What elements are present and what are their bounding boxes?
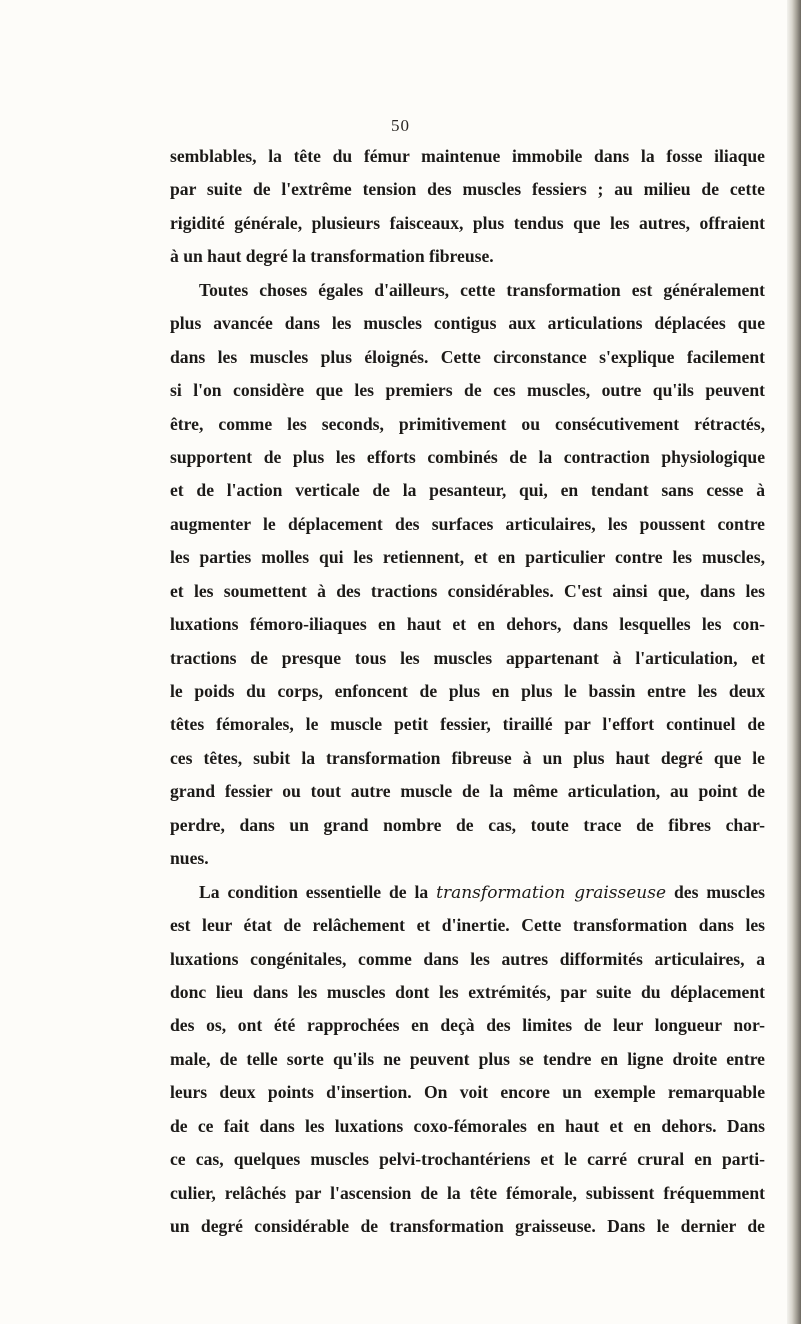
page-binding-edge xyxy=(787,0,801,1324)
text-line: male, de telle sorte qu'ils ne peuvent plus se tendre en ligne droite entre xyxy=(170,1048,765,1069)
text-line: ces têtes, subit la transformation fibreuse à un plus haut degré que le xyxy=(170,747,765,768)
text-line: tractions de presque tous les muscles appartenant à l'articulation, et xyxy=(170,647,765,668)
text-line: si l'on considère que les premiers de ces muscles, outre qu'ils peuvent xyxy=(170,380,765,401)
text-line: être, comme les seconds, primitivement ou consécutivement rétractés, xyxy=(170,413,765,434)
text-line: nues. xyxy=(170,848,209,869)
text-line: leurs deux points d'insertion. On voit encore un exemple remarquable xyxy=(170,1082,765,1103)
text-line: un degré considérable de transformation graisseuse. Dans le dernier de xyxy=(170,1216,765,1236)
text-line: et de l'action verticale de la pesanteur, qui, en tendant sans cesse à xyxy=(170,480,765,501)
text-line: plus avancée dans les muscles contigus aux articulations déplacées que xyxy=(170,313,765,334)
paragraph-start-line xyxy=(170,876,765,909)
page-number: 50 xyxy=(391,116,410,135)
text-line: dans les muscles plus éloignés. Cette circonstance s'explique facilement xyxy=(170,346,765,367)
text-line: culier, relâchés par l'ascension de la tête fémorale, subissent fréquemment xyxy=(170,1182,765,1203)
text-line: luxations congénitales, comme dans les autres difformités articulaires, a xyxy=(170,948,765,969)
text-segment: des muscles xyxy=(666,881,765,902)
text-line: de ce fait dans les luxations coxo-fémorales en haut et en dehors. Dans xyxy=(170,1115,765,1136)
text-line: supportent de plus les efforts combinés de la contraction physiologique xyxy=(170,446,765,467)
text-line: par suite de l'extrême tension des muscles fessiers ; au milieu de cette xyxy=(170,179,765,200)
text-line: à un haut degré la transformation fibreuse. xyxy=(170,246,494,267)
text-line: et les soumettent à des tractions considérables. C'est ainsi que, dans les xyxy=(170,580,765,601)
text-line: perdre, dans un grand nombre de cas, toute trace de fibres char- xyxy=(170,814,765,835)
paragraph-start-line: Toutes choses égales d'ailleurs, cette transformation est généralement xyxy=(199,279,765,300)
text-segment: La condition essentielle de la xyxy=(199,881,437,902)
text-line: augmenter le déplacement des surfaces articulaires, les poussent contre xyxy=(170,513,765,534)
text-line: ce cas, quelques muscles pelvi-trochantériens et le carré crural en parti- xyxy=(170,1149,765,1170)
text-line: semblables, la tête du fémur maintenue immobile dans la fosse iliaque xyxy=(170,146,765,166)
body-text xyxy=(170,140,765,1243)
text-line: luxations fémoro-iliaques en haut et en dehors, dans lesquelles les con- xyxy=(170,614,765,635)
text-line: rigidité générale, plusieurs faisceaux, plus tendus que les autres, offraient xyxy=(170,212,765,233)
text-line: le poids du corps, enfoncent de plus en plus le bassin entre les deux xyxy=(170,681,765,701)
text-line: est leur état de relâchement et d'inertie. Cette transformation dans les xyxy=(170,915,765,936)
text-line: têtes fémorales, le muscle petit fessier, tiraillé par l'effort continuel de xyxy=(170,714,765,735)
italic-term: transformation graisseuse xyxy=(436,882,667,903)
text-line: donc lieu dans les muscles dont les extrémités, par suite du déplacement xyxy=(170,981,765,1002)
text-line: les parties molles qui les retiennent, et en particulier contre les muscles, xyxy=(170,547,765,568)
text-line: grand fessier ou tout autre muscle de la même articulation, au point de xyxy=(170,781,765,802)
text-line: des os, ont été rapprochées en deçà des limites de leur longueur nor- xyxy=(170,1015,765,1036)
